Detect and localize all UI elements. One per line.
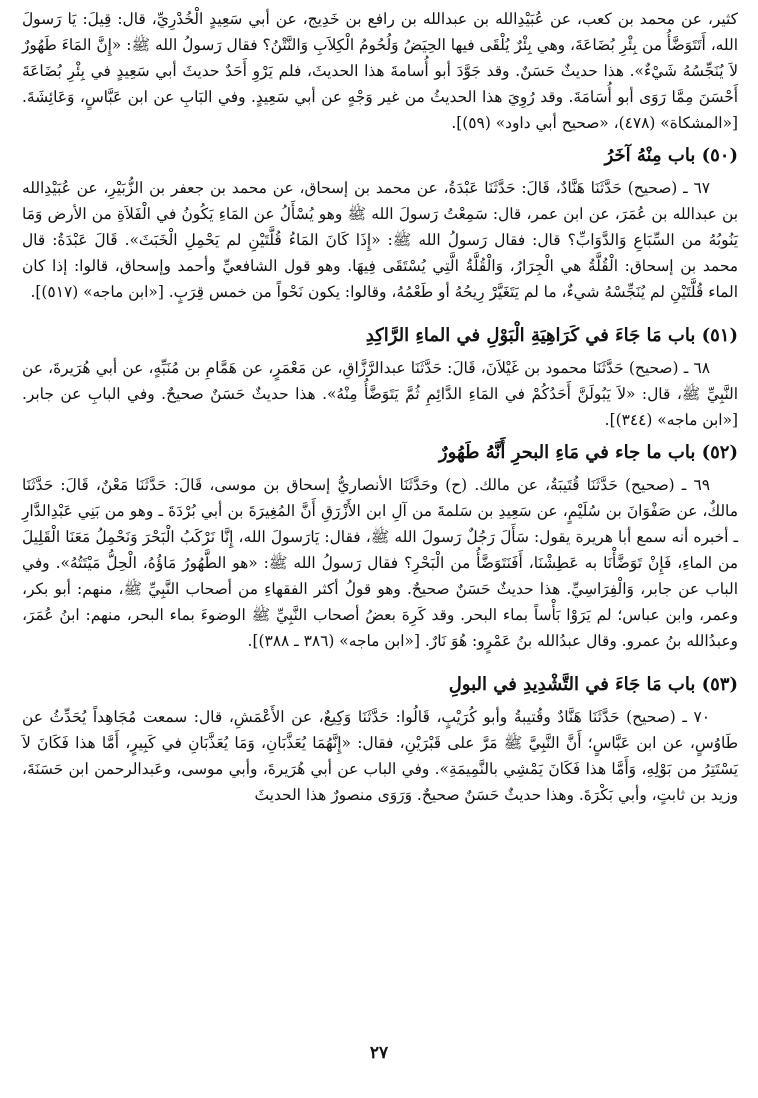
chapter-heading-50: (٥٠) باب مِنْهُ آخَرُ [604,145,738,166]
chapter-heading-52: (٥٢) باب ما جاء في مَاءِ البحرِ أَنَّهُ طَهُورٌ [438,442,738,463]
continuation-paragraph: كثير، عن محمد بن كعب، عن عُبَيْدِالله بن عبدالله بن رافع بن خَدِيج، عن أبي سَعِيدٍ الْخُدْرِيِّ، قال: قِيلَ: يَا رَسولَ الله، أَتَتَوَضَّأُ من بِئْرِ بُضَاعَةَ، وهي بِئْرٌ يُلْقَى فيها الحِيَضُ وَلُحُومُ الْكِلاَبِ وَالنَّتْنُ؟ فقال رَسولُ الله ﷺ: «إِنَّ المَاءَ طَهُورٌ لاَ يُنَجِّسُهُ شَيْءٌ». هذا حديثٌ حَسَنٌ. وقد جَوَّدَ أبو أُسامةَ هذا الحديثَ، فلم يَرْوِ أَحَدٌ حديثَ أبي سَعِيدٍ في بِئْرِ بُضَاعَةَ أَحْسَنَ مِمَّا رَوَى أبو أُسَامَةَ. وقد رُوِيَ هذا الحديثُ من غير وَجْهٍ عن أبي سَعِيدٍ. وفي البَابِ عن ابن عَبَّاسٍ، وَعَائِشَةَ. [«المشكاة» (٤٧٨)، «صحيح أبي داود» (٥٩)]. [22,10,738,132]
hadith-67: ٦٧ ـ (صحيح) حَدَّثَنَا هَنَّادٌ، قَالَ: حَدَّثَنَا عَبْدَةُ، عن محمد بن إسحاق، عن محمد بن جعفر بن الزُّبَيْرِ، عن عُبَيْدِالله بن عبدالله بن عُمَرَ، عن ابن عمر، قال: سَمِعْتُ رَسولَ الله ﷺ وهو يُسْأَلُ عن المَاءِ يَكُونُ في الْفَلاَةِ من الأرض وَمَا يَنُوبُهُ من السِّبَاعِ وَالدَّوَابِّ؟ قال: فقال رَسولُ الله ﷺ: «إِذَا كَانَ المَاءُ قُلَّتَيْنِ لم يَحْمِلِ الْخَبَثَ». قَالَ عَبْدَةُ: قال محمد بن إسحاق: الْقُلَّةُ هي الْجِرَارُ، وَالْقُلَّةُ الَّتِي يُسْتَقَى فِيهَا. وهو قول الشافعيِّ وأحمد وإسحاق، قالوا: إذا كان الماء قُلَّتَيْنِ لم يُنَجِّسْهُ شيءٌ، ما لم يَتَغَيَّرْ رِيحُهُ أو طَعْمُهُ، وقالوا: يكون نَحْواً من خمس قِرَبٍ. [«ابن ماجه» (٥١٧)]. [22,179,738,301]
hadith-68: ٦٨ ـ (صحيح) حَدَّثَنَا محمود بن غَيْلاَنَ، قَالَ: حَدَّثَنَا عبدالرَّزَّاقِ، عن مَعْمَرٍ، عن هَمَّامِ بن مُنَبِّهٍ، عن أبي هُرَيرةَ، عن النَّبِيِّ ﷺ، قال: «لاَ يَبُولَنَّ أَحَدُكُمْ في المَاءِ الدَّائِمِ ثُمَّ يَتَوَضَّأُ مِنْهُ». هذا حديثٌ حَسَنٌ صحيحٌ. وفي البابِ عن جابر. [«ابن ماجه» (٣٤٤)]. [22,359,738,429]
hadith-70: ٧٠ ـ (صحيح) حَدَّثَنَا هَنَّادٌ وقُتيبةُ وأبو كُرَيْبٍ، قَالُوا: حَدَّثَنَا وَكِيعٌ، عن الأَعْمَشِ، قال: سمعت مُجَاهِداً يُحَدِّثُ عن طَاوُسٍ، عن ابن عَبَّاسٍ؛ أَنَّ النَّبِيَّ ﷺ مَرَّ على قَبْرَيْنِ، فقال: «إِنَّهُمَا يُعَذَّبَانِ، وَمَا يُعَذَّبَانِ في كَبِيرٍ، أَمَّا هذا فَكَانَ لاَ يَسْتَتِرُ من بَوْلِهِ، وَأَمَّا هذا فَكَانَ يَمْشِي بالنَّمِيمَةِ». وفي الباب عن أبي هُرَيرةَ، وأبي موسى، وعَبدالرحمن ابن حَسَنَةَ، وزيد بن ثابتٍ، وأبي بَكْرَةَ. وهذا حديثٌ حَسَنٌ صحيحٌ. وَرَوَى منصورٌ هذا الحديثَ [22,708,738,804]
chapter-heading-51: (٥١) باب مَا جَاءَ في كَرَاهِيَةِ الْبَوْلِ في الماءِ الرَّاكِدِ [365,325,738,346]
page-number: ٢٧ [369,1043,389,1063]
hadith-69: ٦٩ ـ (صحيح) حَدَّثَنَا قُتَيبَةُ، عن مالك. (ح) وحَدَّثَنَا الأنصاريُّ إسحاق بن موسى، قَالَ: حَدَّثَنَا مَعْنٌ، قَالَ: حَدَّثَنَا مالكٌ، عن صَفْوَانَ بن سُلَيْمٍ، عن سَعِيدِ بن سَلمةَ من آلِ ابن الأَزْرَقِ أَنَّ المُغِيرَةَ بن أبي بُرْدَةَ ـ وهو من بَنِي عَبْدِالدَّارِ ـ أخبره أنه سمع أبا هريرة يقول: سَأَلَ رَجُلٌ رَسولَ الله ﷺ، فقال: يَارَسولَ الله، إِنَّا نَرْكَبُ الْبَحْرَ وَنَحْمِلُ مَعَنَا الْقَلِيلَ من الماءِ، فَإِنْ تَوَضَّأْنَا به عَطِشْنَا، أَفَنَتَوَضَّأُ من الْبَحْرِ؟ فقال رَسولُ الله ﷺ: «هو الطَّهُورُ مَاؤُهُ، الْحِلُّ مَيْتَتُهُ». وفي الباب عن جابر، وَالْفِرَاسِيِّ. هذا حديثٌ حَسَنٌ صحيحٌ. وهو قولُ أكثر الفقهاءِ من أصحاب النَّبِيِّ ﷺ، منهم: أبو بكر، وعمر، وابن عباس؛ لم يَرَوْا بَأْساً بماء البحر. وقد كَرِهَ بعضُ أصحاب النَّبِيِّ ﷺ الوضوءَ بماء البحر، منهم: ابنُ عُمَرَ، وعبدُالله بنُ عمرو. وقال عبدُالله بنُ عَمْرٍو: هُوَ نَارٌ. [«ابن ماجه» (٣٨٦ ـ ٣٨٨)]. [22,476,738,650]
chapter-heading-53: (٥٣) باب مَا جَاءَ في التَّشْدِيدِ في البولِ [448,674,738,695]
page-body [22,6,738,808]
